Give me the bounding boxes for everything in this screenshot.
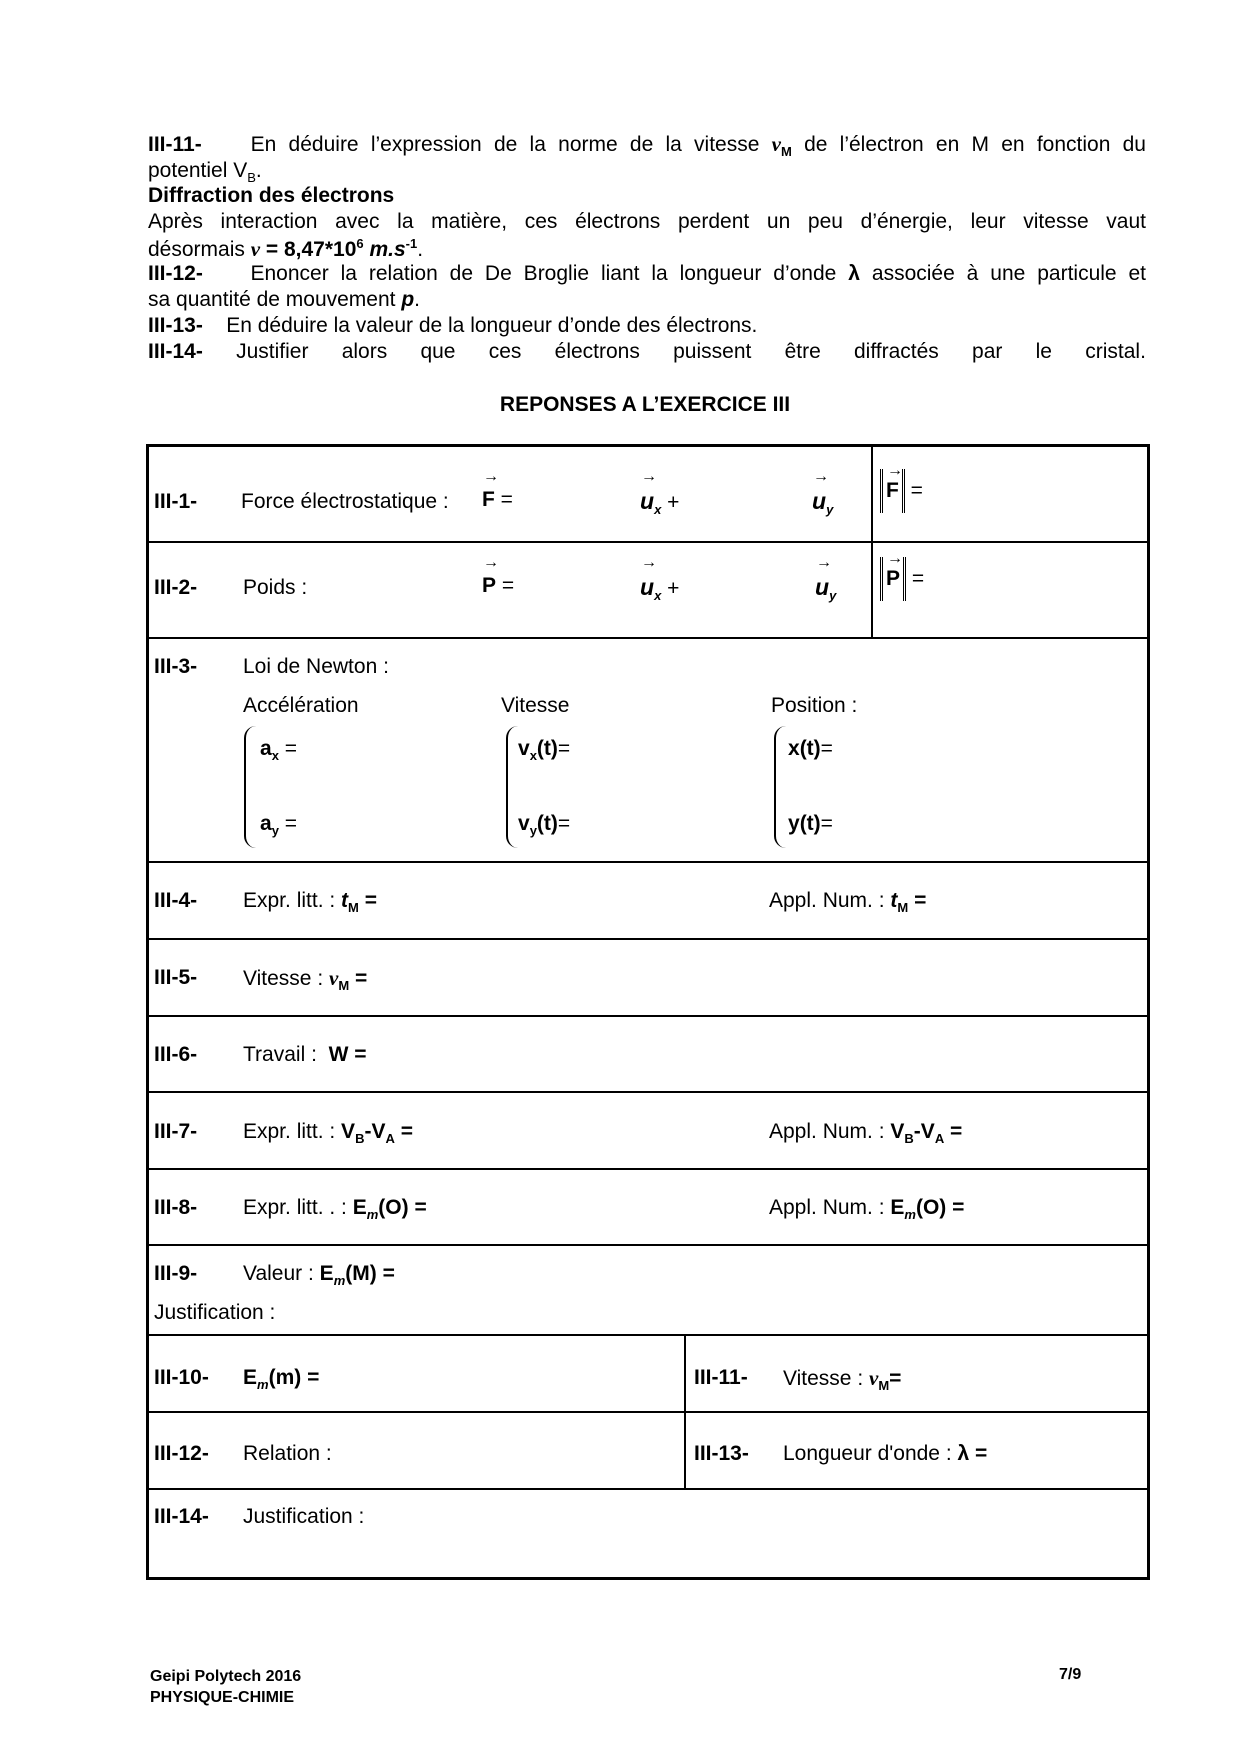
q-num: III-11- — [148, 133, 202, 156]
sym-v: v — [771, 132, 781, 156]
label: Vitesse : — [243, 967, 324, 990]
row-divider — [146, 541, 1150, 543]
q-text-2: de l’électron en M en fonction du — [804, 133, 1146, 156]
vitesse — [783, 1366, 901, 1393]
q-text-3: potentiel V — [148, 159, 248, 182]
E: E — [890, 1196, 905, 1219]
col-header-vitesse: Vitesse — [501, 694, 570, 717]
word: Justifier — [236, 340, 309, 363]
section-title-diffraction: Diffraction des électrons — [148, 184, 395, 207]
dot: . — [417, 238, 424, 261]
sym-sub: M — [780, 144, 792, 160]
word: alors — [341, 340, 388, 363]
word: puissent — [673, 340, 752, 363]
equals: = — [911, 567, 925, 590]
value: = 8,47*10 — [265, 238, 357, 261]
footer-line2: PHYSIQUE-CHIMIE — [150, 1689, 295, 1706]
norm-bars — [880, 469, 905, 513]
label: Expr. litt. . : — [243, 1196, 347, 1219]
equals: = — [284, 737, 298, 760]
expr-litt — [243, 1196, 427, 1222]
q-text: En déduire la valeur de la longueur d’onde des électrons. — [226, 314, 758, 337]
equals: = — [950, 1120, 963, 1143]
word: diffractés — [853, 340, 939, 363]
travail — [243, 1043, 367, 1067]
justification-label: Justification : — [154, 1301, 276, 1324]
sub-m: m — [904, 1207, 916, 1223]
row-num: III-3- — [154, 655, 198, 678]
vector-P — [482, 574, 514, 598]
sub-x: x — [654, 588, 662, 604]
question-III-11 — [148, 132, 1146, 159]
q-num: III-13- — [148, 314, 203, 337]
expr-litt — [243, 889, 377, 915]
unit-vector-ux — [640, 488, 679, 517]
row-num: III-9- — [154, 1262, 198, 1285]
eq-vy — [518, 812, 570, 838]
sub-B: B — [247, 170, 256, 186]
q-text-2: associée à une particule et — [871, 262, 1147, 285]
row-num: III-5- — [154, 966, 198, 989]
answer-table — [146, 444, 1150, 1580]
label: Valeur : — [243, 1262, 314, 1285]
row-label: Poids : — [243, 576, 308, 599]
E: E — [243, 1366, 258, 1389]
footer-line1: Geipi Polytech 2016 — [150, 1668, 302, 1685]
row-divider — [146, 1015, 1150, 1017]
sub: x — [529, 748, 537, 764]
v: v — [518, 812, 530, 835]
q-text: Enoncer la relation de De Broglie liant la longueur d’onde — [250, 262, 837, 285]
row-divider — [146, 637, 1150, 639]
vector-arrow-u: → u — [812, 488, 826, 515]
equals: = — [355, 967, 368, 990]
equals: = — [557, 737, 571, 760]
appl-num — [769, 1196, 964, 1222]
row-num: III-1- — [154, 490, 198, 513]
answers-title: REPONSES A L’EXERCICE III — [499, 393, 791, 416]
row-num: III-13- — [694, 1442, 749, 1465]
eq-yt — [788, 812, 833, 836]
equals: = — [914, 889, 927, 912]
sym-t: t — [341, 889, 349, 912]
question-III-13 — [148, 314, 757, 338]
y: y — [788, 812, 800, 835]
valeur — [243, 1262, 395, 1288]
V: V — [890, 1120, 905, 1143]
equals: = — [557, 812, 571, 835]
sub-y: y — [829, 588, 837, 604]
row-divider — [146, 1244, 1150, 1246]
question-III-11-line2 — [148, 159, 262, 185]
dot: . — [414, 288, 421, 311]
label: Vitesse : — [783, 1367, 864, 1390]
unit-vector-uy — [812, 488, 833, 517]
value: λ = — [957, 1442, 988, 1465]
vector-arrow-u: → u — [640, 574, 654, 601]
appl-num — [769, 889, 926, 915]
equals: = — [910, 479, 923, 502]
q-text-3: sa quantité de mouvement — [148, 288, 396, 311]
sub-m: m — [257, 1377, 269, 1393]
row-num: III-10- — [154, 1366, 209, 1389]
exponent: 6 — [356, 236, 364, 251]
equals: = — [400, 1120, 413, 1143]
q-num: III-14- — [148, 340, 203, 363]
sub-A: A — [385, 1131, 395, 1147]
sub-B: B — [904, 1131, 914, 1147]
eq-ax — [260, 737, 297, 763]
label: Expr. litt. : — [243, 1120, 336, 1143]
vector-arrow-P: → P — [482, 574, 496, 598]
row-divider — [146, 861, 1150, 863]
question-III-12 — [148, 262, 1146, 286]
brace-icon — [244, 726, 260, 848]
q-text: En déduire l’expression de la norme de la vitesse — [250, 133, 760, 156]
label: Expr. litt. : — [243, 889, 336, 912]
row-divider — [146, 1411, 1150, 1413]
equals: = — [820, 737, 833, 760]
sym-v: v — [329, 966, 339, 990]
label: Longueur d'onde : — [783, 1442, 952, 1465]
lambda: λ — [848, 262, 860, 285]
expr-litt — [243, 1120, 413, 1146]
sub-M: M — [348, 900, 359, 916]
col-header-position: Position : — [771, 694, 858, 717]
sub-M: M — [338, 978, 350, 994]
question-III-12-line2 — [148, 288, 420, 312]
row-num: III-14- — [154, 1505, 209, 1528]
unit-exponent: -1 — [405, 236, 418, 251]
word: cristal. — [1085, 340, 1146, 363]
plus: + — [667, 491, 680, 514]
vector-arrow-u: → u — [640, 488, 654, 515]
value: W = — [328, 1043, 367, 1066]
paragraph-text: Après interaction avec la matière, ces électrons perdent un peu d’énergie, leur vitesse vaut — [148, 210, 1146, 233]
paragraph-line1 — [148, 210, 1146, 234]
t: (t) — [799, 812, 821, 835]
sym-p: p — [401, 288, 415, 311]
norm-bars — [880, 557, 906, 601]
col-divider — [684, 1334, 686, 1489]
equals: = — [500, 488, 513, 511]
v: v — [518, 737, 530, 760]
equals: = — [501, 574, 515, 597]
x: x — [788, 737, 800, 760]
row-divider — [146, 1091, 1150, 1093]
col-header-acceleration: Accélération — [243, 694, 359, 717]
vector-arrow-F: → F — [886, 469, 899, 513]
page-number: 7/9 — [1059, 1666, 1082, 1683]
question-III-14 — [148, 340, 1146, 364]
E: E — [352, 1196, 367, 1219]
row-divider — [146, 1168, 1150, 1170]
sub-A: A — [934, 1131, 945, 1147]
eq-xt — [788, 737, 833, 761]
label: Appl. Num. : — [769, 1196, 885, 1219]
sym-v: v — [869, 1366, 879, 1390]
eq-ay — [260, 812, 297, 838]
relation-label: Relation : — [243, 1442, 332, 1465]
sym-v: v — [250, 237, 261, 261]
row-divider — [146, 1334, 1150, 1336]
arg: (O) = — [915, 1196, 965, 1219]
label: Appl. Num. : — [769, 1120, 885, 1143]
row-num: III-7- — [154, 1120, 198, 1143]
V: V — [371, 1120, 386, 1143]
label: Appl. Num. : — [769, 889, 885, 912]
V: V — [920, 1120, 935, 1143]
row-num: III-8- — [154, 1196, 198, 1219]
row-num: III-11- — [694, 1366, 748, 1389]
dot: . — [255, 159, 262, 182]
row-label: Loi de Newton : — [243, 655, 389, 678]
arg: (m) = — [268, 1366, 320, 1389]
vector-arrow-u: → u — [815, 574, 829, 601]
sub-y: y — [826, 502, 834, 518]
longueur-onde — [783, 1442, 987, 1466]
paragraph-line2 — [148, 236, 423, 262]
word: le — [1035, 340, 1052, 363]
a: a — [260, 812, 272, 835]
V: V — [341, 1120, 356, 1143]
q-num: III-12- — [148, 262, 203, 285]
sub-B: B — [355, 1131, 365, 1147]
vector-F — [482, 488, 513, 512]
row-divider — [146, 938, 1150, 940]
dash: - — [364, 1120, 372, 1143]
vitesse — [243, 966, 367, 993]
E: E — [319, 1262, 334, 1285]
word: être — [784, 340, 821, 363]
sub-M: M — [897, 900, 909, 916]
vector-arrow-F: → F — [482, 488, 495, 512]
arg: (O) = — [378, 1196, 427, 1219]
sub: y — [529, 823, 537, 839]
sub-m: m — [333, 1273, 346, 1289]
appl-num — [769, 1120, 962, 1146]
t: (t) — [799, 737, 821, 760]
dash: - — [913, 1120, 921, 1143]
vector-arrow-P: → P — [886, 557, 900, 601]
sub-x: x — [654, 502, 662, 518]
norm-P — [880, 557, 924, 601]
unit-vector-ux — [640, 574, 679, 603]
word: que — [420, 340, 456, 363]
sub: y — [271, 823, 279, 839]
word: électrons — [554, 340, 640, 363]
equals: = — [364, 889, 377, 912]
label: Travail : — [243, 1043, 317, 1066]
equals: = — [820, 812, 833, 835]
sub-M: M — [878, 1378, 890, 1394]
text-desormais: désormais — [148, 238, 245, 261]
row-num: III-4- — [154, 889, 198, 912]
row-divider — [146, 1488, 1150, 1490]
col-divider — [871, 444, 873, 638]
energie-m — [243, 1366, 319, 1392]
plus: + — [667, 577, 680, 600]
unit: m.s — [369, 238, 406, 261]
t: (t) — [536, 812, 558, 835]
equals: = — [889, 1367, 902, 1390]
eq-vx — [518, 737, 570, 763]
a: a — [260, 737, 272, 760]
row-label: Force électrostatique : — [241, 490, 449, 513]
word: ces — [488, 340, 522, 363]
norm-F — [880, 469, 923, 513]
row-num: III-2- — [154, 576, 198, 599]
t: (t) — [536, 737, 558, 760]
sub-m: m — [366, 1207, 379, 1223]
sym-t: t — [890, 889, 898, 912]
row-num: III-12- — [154, 1442, 209, 1465]
unit-vector-uy — [815, 574, 836, 603]
equals: = — [284, 812, 298, 835]
justification-label: Justification : — [243, 1505, 365, 1528]
sub: x — [271, 748, 279, 764]
row-num: III-6- — [154, 1043, 198, 1066]
arg: (M) = — [345, 1262, 395, 1285]
word: par — [972, 340, 1003, 363]
